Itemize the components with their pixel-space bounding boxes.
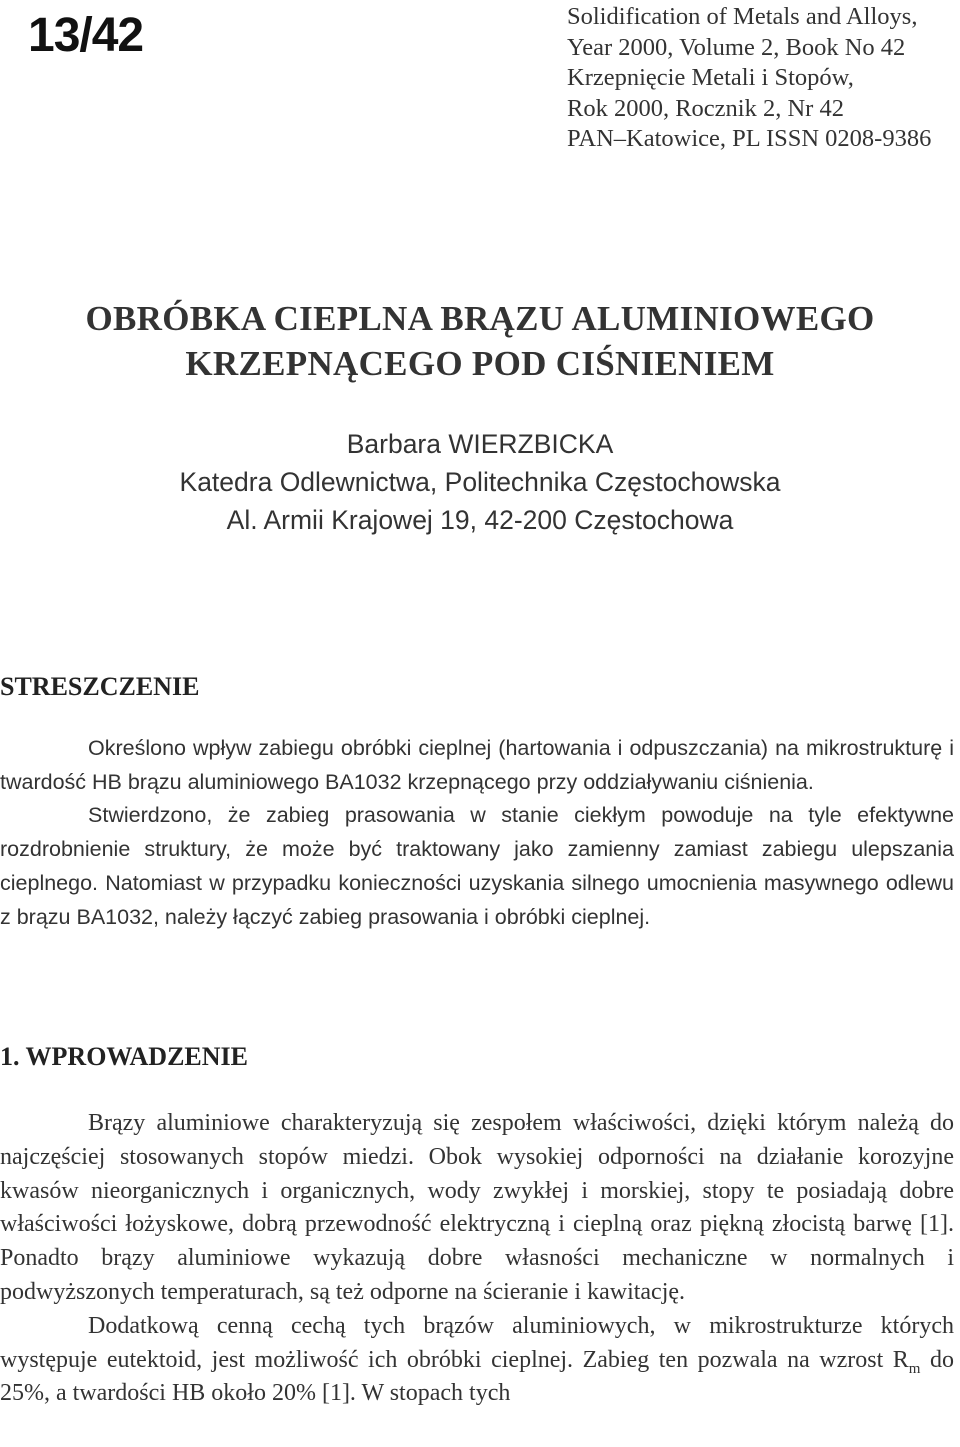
journal-line: Solidification of Metals and Alloys, — [567, 3, 918, 30]
body-paragraph: Brązy aluminiowe charakteryzują się zespołem właściwości, dzięki którym należą do najczęściej stosowanych stopów miedzi. Obok wysokiej odporności na działanie korozyjne kwasów nieorganicznych i organicznych, wody zwykłej i morskiej, stopy te posiadają dobre właściwości łożyskowe, dobrą przewodność elektryczną i cieplną oraz piękną złocistą barwę [1]. Ponadto brązy aluminiowe wykazują dobre własności mechaniczne w normalnych i podwyższonych temperaturach, są też odporne na ścieranie i kawitację. — [0, 1110, 954, 1305]
journal-line: Rok 2000, Rocznik 2, Nr 42 — [567, 94, 844, 122]
body-text-run: do 25%, a twardości HB około 20% [1]. W stopach tych — [0, 1346, 954, 1407]
author-address: Al. Armii Krajowej 19, 42-200 Częstochowa — [226, 505, 734, 535]
article-code: 13/42 — [28, 9, 144, 62]
subscript-m: m — [908, 1360, 921, 1377]
author-affiliation: Katedra Odlewnictwa, Politechnika Częstochowska — [179, 467, 781, 497]
body-text-run: Dodatkową cenną cechą tych brązów aluminiowych, w mikrostrukturze których występuje eutektoid, jest możliwość ich obróbki cieplnej. Zabieg ten pozwala na wzrost R — [0, 1312, 954, 1373]
journal-info — [567, 2, 931, 155]
journal-line: Krzepnięcie Metali i Stopów, — [567, 64, 854, 91]
section-body — [0, 1107, 954, 1411]
paper-title — [0, 296, 960, 386]
abstract-paragraph: Stwierdzono, że zabieg prasowania w stanie ciekłym powoduje na tyle efektywne rozdrobnienie struktury, że może być traktowany jako zamienny zamiast zabiegu ulepszania cieplnego. Natomiast w przypadku konieczności uzyskania silnego umocnienia masywnego odlewu z brązu BA1032, należy łączyć zabieg prasowania i obróbki cieplnej. — [0, 803, 954, 929]
author-name: Barbara WIERZBICKA — [346, 429, 614, 459]
abstract-body — [0, 732, 954, 934]
abstract-paragraph: Określono wpływ zabiegu obróbki cieplnej (hartowania i odpuszczania) na mikrostrukturę i twardość HB brązu aluminiowego BA1032 krzepnącego przy oddziaływaniu ciśnienia. — [0, 736, 954, 794]
body-paragraph — [0, 1310, 954, 1411]
abstract-heading: STRESZCZENIE — [0, 672, 200, 701]
author-block — [0, 425, 960, 539]
title-line-2: KRZEPNĄCEGO POD CIŚNIENIEM — [185, 344, 775, 383]
journal-line: PAN–Katowice, PL ISSN 0208-9386 — [567, 125, 932, 152]
section-heading: 1. WPROWADZENIE — [0, 1042, 249, 1071]
journal-line: Year 2000, Volume 2, Book No 42 — [567, 33, 906, 61]
title-line-1: OBRÓBKA CIEPLNA BRĄZU ALUMINIOWEGO — [85, 299, 875, 338]
